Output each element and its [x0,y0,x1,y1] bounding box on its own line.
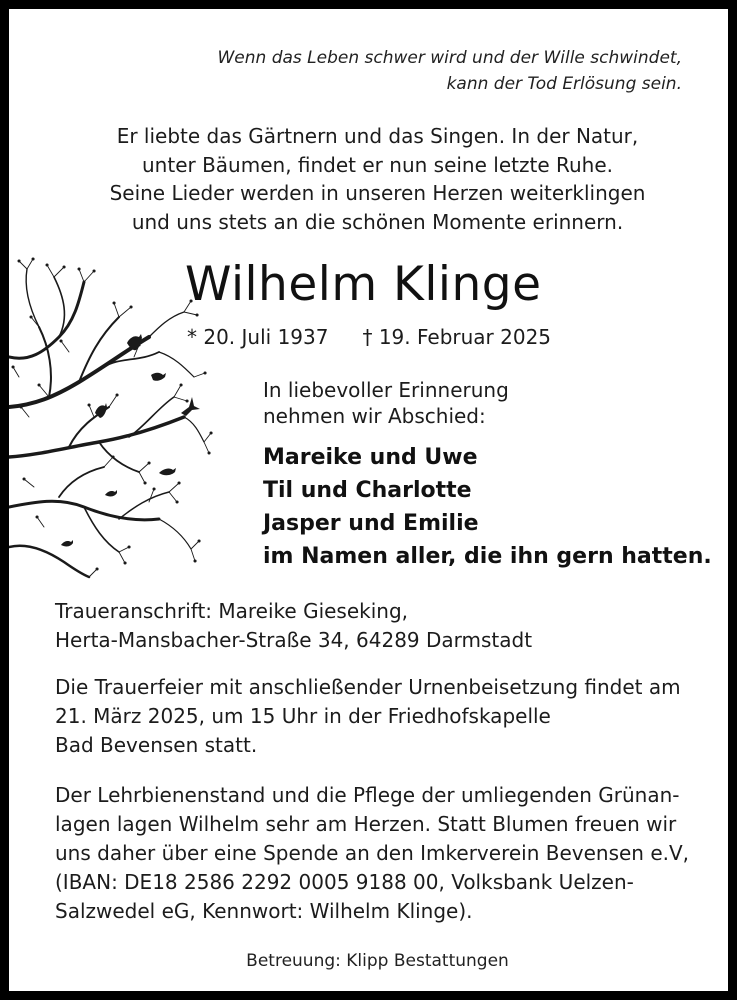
mourner-name: Jasper und Emilie [263,511,479,536]
funeral-home-credit: Betreuung: Klipp Bestattungen [246,951,509,971]
life-dates [187,323,551,351]
donation-line: uns daher über eine Spende an den Imkerverein Bevensen e.V, [55,841,690,865]
farewell-line: nehmen wir Abschied: [263,404,486,428]
farewell-text [263,377,509,429]
intro-text [9,122,737,236]
motto-quote [217,45,682,97]
donation-line: Salzwedel eG, Kennwort: Wilhelm Klinge). [55,899,473,923]
ceremony-line: 21. März 2025, um 15 Uhr in der Friedhofskapelle [55,704,551,728]
tree-with-birds-illustration [9,257,214,579]
farewell-line: In liebevoller Erinnerung [263,378,509,402]
intro-line: unter Bäumen, findet er nun seine letzte Ruhe. [142,152,613,177]
mourner-name: Til und Charlotte [263,478,472,503]
mourners-list [263,441,712,573]
intro-line: Seine Lieder werden in unseren Herzen weiterklingen [109,181,646,205]
address-line: Herta-Mansbacher-Straße 34, 64289 Darmstadt [55,628,533,652]
intro-line: und uns stets an die schönen Momente erinnern. [131,209,624,234]
mourning-address [55,597,715,655]
donation-line: lagen lagen Wilhelm sehr am Herzen. Statt Blumen freuen wir [55,812,677,836]
ceremony-line: Die Trauerfeier mit anschließender Urnenbeisetzung findet am [55,675,681,699]
bird-icon [61,334,200,546]
donation-info [55,781,715,926]
mourner-name: Mareike und Uwe [263,445,478,470]
birth-date: * 20. Juli 1937 [187,325,329,349]
address-line: Traueranschrift: Mareike Gieseking, [55,599,409,623]
ceremony-info [55,673,715,760]
donation-line: (IBAN: DE18 2586 2292 0005 9188 00, Volksbank Uelzen- [55,870,634,894]
intro-line: Er liebte das Gärtnern und das Singen. In der Natur, [116,124,639,148]
donation-line: Der Lehrbienenstand und die Pflege der umliegenden Grünan- [55,783,680,807]
motto-line: kann der Tod Erlösung sein. [446,74,682,94]
motto-line: Wenn das Leben schwer wird und der Wille schwindet, [217,48,682,68]
deceased-name: Wilhelm Klinge [185,257,542,312]
ceremony-line: Bad Bevensen statt. [55,733,258,757]
death-date: † 19. Februar 2025 [362,325,552,349]
mourner-name: im Namen aller, die ihn gern hatten. [263,544,712,569]
